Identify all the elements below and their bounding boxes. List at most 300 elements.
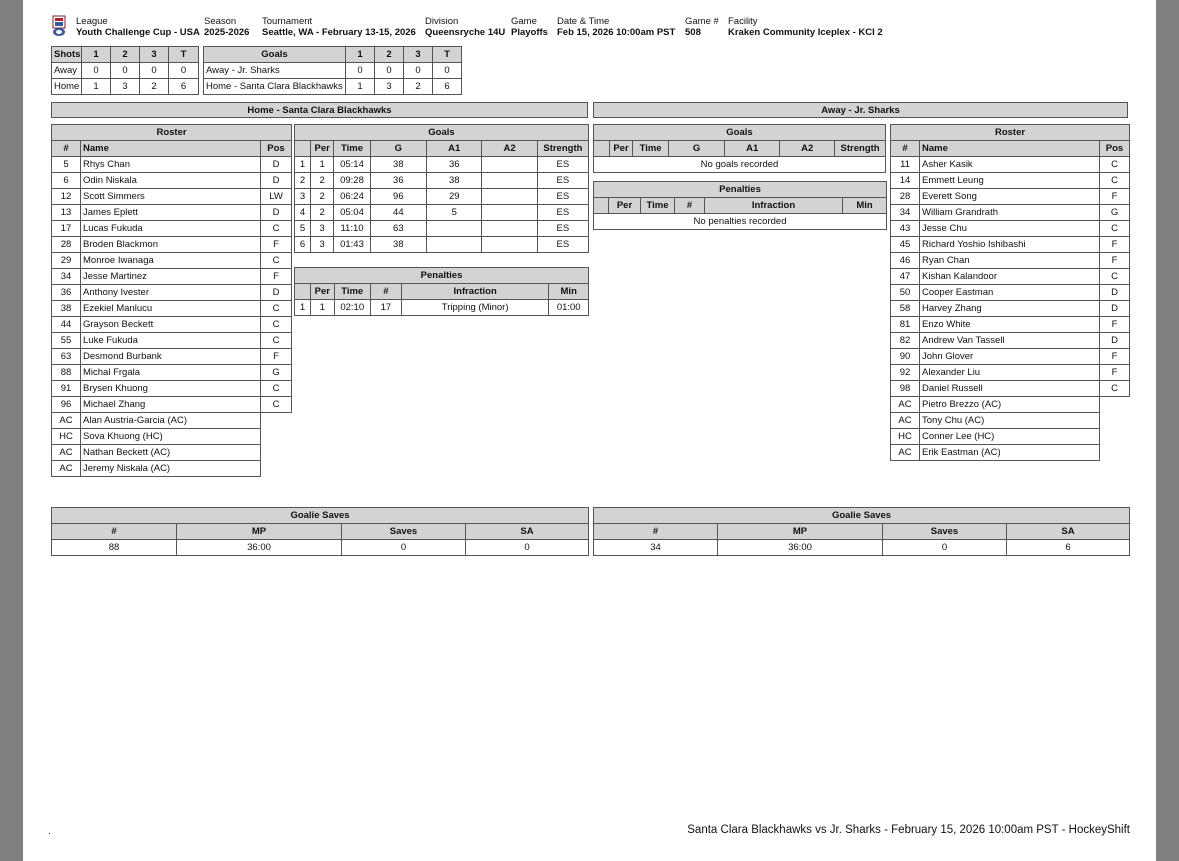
home-goalie-header-cell: MP [177,524,342,540]
home-player-name: Michael Zhang [81,397,261,413]
away-player-name: John Glover [920,349,1100,365]
game-value: Playoffs [511,27,548,38]
shots-cell: Away [52,63,82,79]
home-roster-row [52,269,292,285]
gamenum-field [685,16,719,38]
home-goal-row-cell [482,189,537,205]
home-goal-row-cell: 38 [370,157,426,173]
home-player-name: Ezekiel Manlucu [81,301,261,317]
home-goal-row-cell [482,157,537,173]
home-penalty-row-cell: 17 [370,300,401,316]
home-goals-header-cell [295,141,311,157]
home-player-position: D [261,205,292,221]
home-staff-role: HC [52,429,81,445]
away-player-position: D [1100,333,1130,349]
home-roster-row [52,221,292,237]
away-staff-row [891,413,1130,429]
away-player-name: Enzo White [920,317,1100,333]
away-player-position: F [1100,253,1130,269]
gamenum-label: Game # [685,16,719,27]
goals-summary-cell: 0 [375,63,404,79]
away-penalties-header-cell: Infraction [705,198,843,214]
home-goals-header-cell: Time [334,141,370,157]
home-staff-row [52,461,292,477]
home-goal-row-cell: 96 [370,189,426,205]
home-player-position: C [261,381,292,397]
home-goal-row [295,173,589,189]
home-player-name: Anthony Ivester [81,285,261,301]
away-player-number: 81 [891,317,920,333]
home-player-number: 6 [52,173,81,189]
home-goal-row [295,189,589,205]
shots-cell: 0 [111,63,140,79]
home-goal-row-cell: 4 [295,205,311,221]
goals-summary-header-cell: 1 [346,47,375,63]
scoresheet-page [23,0,1156,861]
home-goal-row-cell: ES [537,157,588,173]
home-staff-name: Jeremy Niskala (AC) [81,461,261,477]
away-penalties-header-cell: Time [641,198,675,214]
home-goal-row-cell: 2 [310,173,333,189]
away-player-position: F [1100,349,1130,365]
away-staff-name: Erik Eastman (AC) [920,445,1100,461]
away-penalties-table [593,181,887,230]
home-goalie-header-cell: # [52,524,177,540]
home-player-number: 36 [52,285,81,301]
home-staff-role: AC [52,461,81,477]
home-goal-row-cell: 05:04 [334,205,370,221]
home-goal-row-cell: ES [537,221,588,237]
facility-field [728,16,883,38]
away-staff-name: Tony Chu (AC) [920,413,1100,429]
away-player-position: C [1100,381,1130,397]
home-staff-blank [261,429,292,445]
home-staff-blank [261,461,292,477]
home-player-name: Michal Frgala [81,365,261,381]
shots-cell: 0 [140,63,169,79]
home-goal-row-cell: 1 [310,157,333,173]
away-roster-row [891,237,1130,253]
away-roster-row [891,189,1130,205]
away-roster-row [891,269,1130,285]
home-roster-row [52,285,292,301]
away-goalie-title: Goalie Saves [594,508,1130,524]
home-roster-row [52,397,292,413]
home-goal-row-cell: 05:14 [334,157,370,173]
home-goal-row-cell [482,237,537,253]
tournament-field [262,16,416,38]
home-penalties-header-cell: Min [549,284,589,300]
away-roster-row [891,285,1130,301]
shots-cell: 6 [169,79,199,95]
goals-summary-table [203,46,462,95]
home-player-position: G [261,365,292,381]
home-staff-role: AC [52,413,81,429]
home-goalie-row-cell: 88 [52,540,177,556]
home-goal-row [295,157,589,173]
league-field [76,16,200,38]
away-goals-header-cell: A1 [725,141,780,157]
away-player-position: C [1100,269,1130,285]
home-goal-row-cell [482,221,537,237]
away-penalties-empty: No penalties recorded [594,214,887,230]
away-player-position: C [1100,221,1130,237]
home-goal-row-cell: 06:24 [334,189,370,205]
away-staff-role: HC [891,429,920,445]
home-goal-row-cell: 6 [295,237,311,253]
home-player-number: 13 [52,205,81,221]
away-player-number: 92 [891,365,920,381]
goals-summary-header-row [204,47,462,63]
goals-summary-header-cell: 2 [375,47,404,63]
away-roster-row [891,317,1130,333]
home-player-number: 34 [52,269,81,285]
shots-header-cell: 1 [82,47,111,63]
goals-summary-cell: Away - Jr. Sharks [204,63,346,79]
home-player-name: James Eplett [81,205,261,221]
home-player-number: 17 [52,221,81,237]
home-goals-title: Goals [295,125,589,141]
goals-summary-cell: 1 [346,79,375,95]
home-goal-row-cell: 3 [310,237,333,253]
shots-cell: 0 [169,63,199,79]
away-goalie-header-cell: MP [718,524,883,540]
home-player-number: 55 [52,333,81,349]
home-roster-row [52,301,292,317]
tournament-value: Seattle, WA - February 13-15, 2026 [262,27,416,38]
home-roster-row [52,189,292,205]
home-goal-row-cell [427,237,482,253]
home-player-name: Brysen Khuong [81,381,261,397]
goals-summary-header-cell: Goals [204,47,346,63]
away-roster-row [891,157,1130,173]
shots-cell: 2 [140,79,169,95]
home-player-name: Odin Niskala [81,173,261,189]
away-player-number: 43 [891,221,920,237]
footer-dot: . [48,826,51,837]
home-penalties-title: Penalties [295,268,589,284]
home-staff-blank [261,413,292,429]
home-goalie-row-cell: 0 [466,540,589,556]
away-goalie-table [593,507,1130,556]
home-roster-row [52,317,292,333]
home-roster-num-header: # [52,141,81,157]
away-player-name: Ryan Chan [920,253,1100,269]
shots-cell: 0 [82,63,111,79]
away-penalties-header-cell: Per [609,198,641,214]
home-goal-row [295,237,589,253]
away-penalties-title: Penalties [594,182,887,198]
goals-summary-cell: 0 [346,63,375,79]
league-logo [52,15,66,37]
home-goalie-row-cell: 0 [342,540,466,556]
goals-summary-header-cell: T [433,47,462,63]
home-player-position: C [261,253,292,269]
home-roster-row [52,365,292,381]
away-player-number: 82 [891,333,920,349]
away-roster-row [891,333,1130,349]
home-player-position: C [261,333,292,349]
home-goal-row-cell: 38 [427,173,482,189]
home-goal-row-cell [427,221,482,237]
home-staff-name: Alan Austria-Garcia (AC) [81,413,261,429]
away-penalties-header-cell [594,198,609,214]
away-goals-title: Goals [594,125,886,141]
away-player-name: Jesse Chu [920,221,1100,237]
home-roster-row [52,381,292,397]
away-player-number: 46 [891,253,920,269]
home-goal-row-cell: 5 [295,221,311,237]
away-staff-blank [1100,413,1130,429]
away-player-number: 45 [891,237,920,253]
home-goals-header-cell: Strength [537,141,588,157]
away-staff-role: AC [891,413,920,429]
home-goalie-title: Goalie Saves [52,508,589,524]
home-goal-row-cell: 3 [310,221,333,237]
season-field [204,16,249,38]
home-penalty-row-cell: 01:00 [549,300,589,316]
home-goal-row-cell: 63 [370,221,426,237]
home-penalty-row [295,300,589,316]
home-player-number: 96 [52,397,81,413]
home-goal-row-cell: 01:43 [334,237,370,253]
away-player-name: Alexander Liu [920,365,1100,381]
home-goalie-header-cell: Saves [342,524,466,540]
home-roster-row [52,173,292,189]
away-staff-name: Conner Lee (HC) [920,429,1100,445]
goals-summary-cell: Home - Santa Clara Blackhawks [204,79,346,95]
away-player-number: 58 [891,301,920,317]
home-staff-name: Nathan Beckett (AC) [81,445,261,461]
away-player-number: 98 [891,381,920,397]
home-goal-row-cell: ES [537,173,588,189]
away-goals-header-cell: Time [633,141,669,157]
goals-summary-row [204,79,462,95]
home-player-number: 91 [52,381,81,397]
home-roster-row [52,349,292,365]
away-section-title: Away - Jr. Sharks [593,102,1128,118]
away-staff-row [891,445,1130,461]
away-player-number: 14 [891,173,920,189]
league-value: Youth Challenge Cup - USA [76,27,200,38]
footer-text: Santa Clara Blackhawks vs Jr. Sharks - February 15, 2026 10:00am PST - HockeyShift [687,824,1130,836]
home-player-name: Grayson Beckett [81,317,261,333]
away-goals-header-cell: Strength [835,141,886,157]
away-player-number: 50 [891,285,920,301]
away-roster-name-header: Name [920,141,1100,157]
home-goalie-table [51,507,589,556]
goals-summary-cell: 0 [433,63,462,79]
home-player-number: 29 [52,253,81,269]
home-goal-row-cell: 3 [295,189,311,205]
home-goal-row-cell: ES [537,205,588,221]
home-goalie-header-cell: SA [466,524,589,540]
gamenum-value: 508 [685,27,701,38]
away-player-position: C [1100,173,1130,189]
away-staff-name: Pietro Brezzo (AC) [920,397,1100,413]
home-player-name: Broden Blackmon [81,237,261,253]
away-player-number: 47 [891,269,920,285]
away-player-number: 34 [891,205,920,221]
home-player-position: F [261,237,292,253]
season-value: 2025-2026 [204,27,250,38]
home-goal-row-cell: 2 [310,205,333,221]
away-goals-header-cell: G [669,141,725,157]
home-player-number: 5 [52,157,81,173]
away-roster-row [891,173,1130,189]
home-player-position: C [261,397,292,413]
home-goal-row-cell: 2 [310,189,333,205]
division-value: Queensryche 14U [425,27,506,38]
shots-header-cell: 2 [111,47,140,63]
home-penalties-header-cell [295,284,311,300]
home-player-name: Jesse Martinez [81,269,261,285]
home-roster-row [52,237,292,253]
away-player-name: Everett Song [920,189,1100,205]
home-roster-row [52,333,292,349]
home-goal-row-cell: 5 [427,205,482,221]
away-goals-empty: No goals recorded [594,157,886,173]
home-player-position: C [261,301,292,317]
home-player-name: Lucas Fukuda [81,221,261,237]
shots-row [52,63,199,79]
home-goal-row-cell [482,205,537,221]
away-roster-row [891,221,1130,237]
home-player-number: 44 [52,317,81,333]
away-player-position: D [1100,301,1130,317]
away-player-name: Kishan Kalandoor [920,269,1100,285]
home-player-number: 63 [52,349,81,365]
home-roster-row [52,253,292,269]
away-roster-row [891,365,1130,381]
shots-row [52,79,199,95]
shots-table [51,46,199,95]
away-staff-blank [1100,429,1130,445]
home-player-number: 28 [52,237,81,253]
away-player-position: F [1100,237,1130,253]
away-player-position: C [1100,157,1130,173]
home-player-name: Desmond Burbank [81,349,261,365]
shots-cell: 1 [82,79,111,95]
home-staff-name: Sova Khuong (HC) [81,429,261,445]
home-goal-row-cell: ES [537,189,588,205]
away-player-name: Harvey Zhang [920,301,1100,317]
home-goals-header-cell: A1 [427,141,482,157]
away-player-name: Asher Kasik [920,157,1100,173]
away-roster-row [891,349,1130,365]
home-penalties-table [294,267,589,316]
home-player-position: D [261,285,292,301]
away-goalie-row-cell: 36:00 [718,540,883,556]
goals-summary-cell: 0 [404,63,433,79]
away-staff-row [891,397,1130,413]
away-goalie-header-cell: Saves [883,524,1007,540]
away-goalie-row-cell: 0 [883,540,1007,556]
division-field [425,16,505,38]
home-player-number: 38 [52,301,81,317]
home-goal-row-cell: 1 [295,157,311,173]
away-player-name: Emmett Leung [920,173,1100,189]
away-player-name: William Grandrath [920,205,1100,221]
home-goal-row-cell: 29 [427,189,482,205]
home-section-title: Home - Santa Clara Blackhawks [51,102,588,118]
home-player-name: Luke Fukuda [81,333,261,349]
league-label: League [76,16,108,27]
home-staff-row [52,413,292,429]
home-penalty-row-cell: Tripping (Minor) [401,300,549,316]
goals-summary-cell: 3 [375,79,404,95]
home-staff-row [52,429,292,445]
home-player-number: 88 [52,365,81,381]
home-player-name: Scott Simmers [81,189,261,205]
datetime-label: Date & Time [557,16,610,27]
home-roster-row [52,205,292,221]
home-player-name: Monroe Iwanaga [81,253,261,269]
away-roster-pos-header: Pos [1100,141,1130,157]
away-staff-row [891,429,1130,445]
home-goals-header-cell: G [370,141,426,157]
away-staff-role: AC [891,397,920,413]
division-label: Division [425,16,459,27]
home-goal-row [295,205,589,221]
home-player-position: F [261,349,292,365]
home-player-number: 12 [52,189,81,205]
home-goal-row-cell: 44 [370,205,426,221]
home-penalty-row-cell: 1 [295,300,311,316]
home-goal-row-cell: 11:10 [334,221,370,237]
home-roster-title: Roster [52,125,292,141]
datetime-field [557,16,675,38]
home-player-position: D [261,173,292,189]
home-goal-row-cell: 2 [295,173,311,189]
away-player-name: Cooper Eastman [920,285,1100,301]
away-roster-title: Roster [891,125,1130,141]
home-penalties-header-cell: Infraction [401,284,549,300]
away-player-number: 28 [891,189,920,205]
home-staff-row [52,445,292,461]
home-goal-row-cell: 36 [427,157,482,173]
shots-cell: 3 [111,79,140,95]
away-roster-row [891,205,1130,221]
home-penalty-row-cell: 02:10 [334,300,370,316]
facility-label: Facility [728,16,758,27]
home-goal-row-cell: ES [537,237,588,253]
shots-cell: Home [52,79,82,95]
game-label: Game [511,16,537,27]
home-staff-role: AC [52,445,81,461]
away-roster-table [890,124,1130,461]
datetime-value: Feb 15, 2026 10:00am PST [557,27,676,38]
home-roster-row [52,157,292,173]
shots-header-cell: T [169,47,199,63]
home-goal-row-cell: 09:28 [334,173,370,189]
away-goalie-row [594,540,1130,556]
home-roster-name-header: Name [81,141,261,157]
goals-summary-cell: 6 [433,79,462,95]
home-goals-header-cell: Per [310,141,333,157]
away-player-position: F [1100,317,1130,333]
away-staff-blank [1100,445,1130,461]
away-goals-header-cell: Per [609,141,632,157]
away-roster-row [891,381,1130,397]
facility-value: Kraken Community Iceplex - KCI 2 [728,27,883,38]
away-player-name: Daniel Russell [920,381,1100,397]
goals-summary-cell: 2 [404,79,433,95]
away-player-position: F [1100,365,1130,381]
away-goalie-row-cell: 34 [594,540,718,556]
away-player-number: 11 [891,157,920,173]
shots-header-row [52,47,199,63]
